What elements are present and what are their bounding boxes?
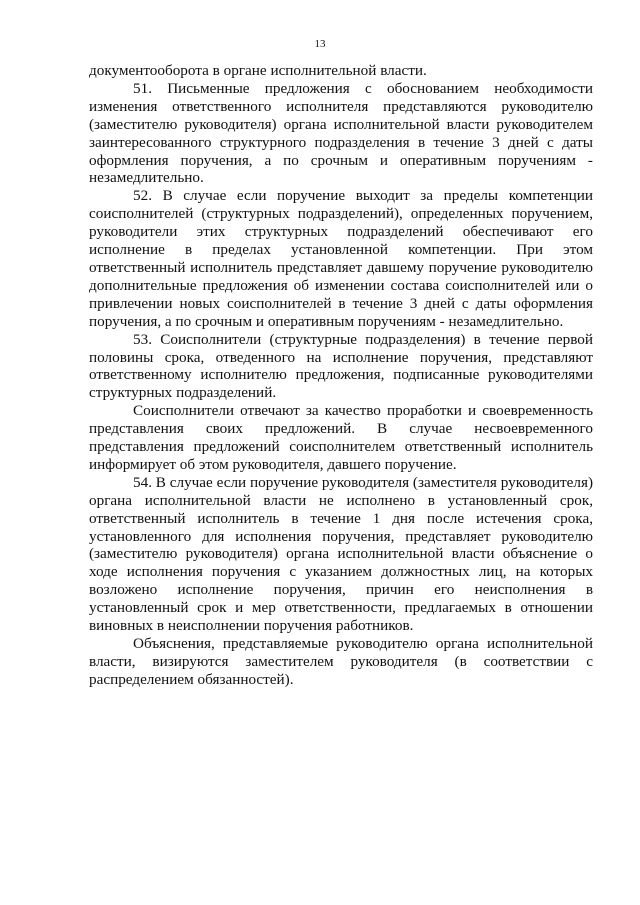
paragraph-54-continued: Объяснения, представляемые руководителю органа исполнительной власти, визируются заместителем руководителя (в соответствии с распределением обязанностей). <box>89 635 593 688</box>
paragraph-53-continued: Соисполнители отвечают за качество проработки и своевременность представления своих предложений. В случае несвоевременного представления предложений соисполнителем ответственный исполнитель информирует об этом руководителя, давшего поручение. <box>89 402 593 473</box>
page-number: 13 <box>314 38 326 50</box>
paragraph-53: 53. Соисполнители (структурные подразделения) в течение первой половины срока, отведенного на исполнение поручения, представляют ответственному исполнителю предложения, подписанные руководителями структурных подразделений. <box>89 330 593 402</box>
paragraph-51: 51. Письменные предложения с обоснованием необходимости изменения ответственного исполнителя представляются руководителю (заместителю руководителя) органа исполнительной власти руководителем заинтересованного структурного подразделения в течение 3 дней с даты оформления поручения, а по срочным и оперативным поручениям - незамедлительно. <box>89 79 593 187</box>
paragraph-54: 54. В случае если поручение руководителя (заместителя руководителя) органа исполнительной власти не исполнено в установленный срок, ответственный исполнитель в течение 1 дня после истечения срока, установленного для исполнения поручения, представляет руководителю (заместителю руководителя) органа исполнительной власти объяснение о ходе исполнения поручения с указанием должностных лиц, на которых возложено исполнение поручения, причин его неисполнения в установленный срок и мер ответственности, предлагаемых в отношении виновных в неисполнении поручения работников. <box>89 473 593 635</box>
paragraph-52: 52. В случае если поручение выходит за пределы компетенции соисполнителей (структурных подразделений), определенных поручением, руководители этих структурных подразделений обеспечивают его исполнение в пределах установленной компетенции. При этом ответственный исполнитель представляет давшему поручение руководителю дополнительные предложения об изменении состава соисполнителей или о привлечении новых соисполнителей в течение 3 дней с даты оформления поручения, а по срочным и оперативным поручениям - незамедлительно. <box>89 187 593 330</box>
document-body <box>89 62 593 689</box>
paragraph-continuation: документооборота в органе исполнительной власти. <box>89 62 427 79</box>
